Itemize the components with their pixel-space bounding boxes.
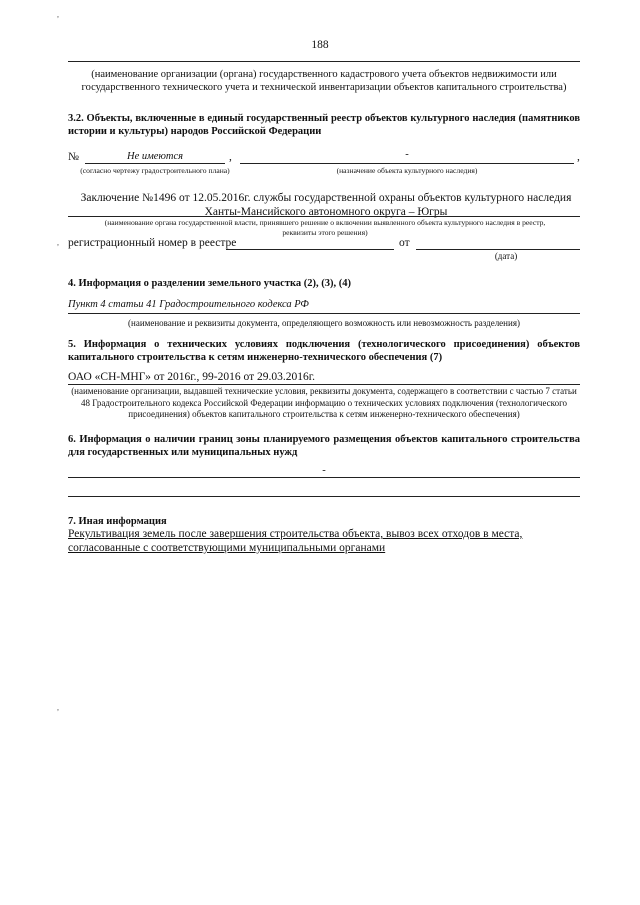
org-line	[68, 61, 580, 62]
date-caption: (дата)	[494, 251, 518, 261]
section-4-heading: 4. Информация о разделении земельного участка (2), (3), (4)	[68, 278, 351, 289]
org-caption: (наименование организации (органа) государственного кадастрового учета объектов недвижимости или государственного технического учета и технической инвентаризации объектов капитального строительства)	[81, 69, 567, 93]
section-5-value: ОАО «СН-МНГ» от 2016г., 99-2016 от 29.03.2016г.	[68, 371, 316, 383]
section-6-line-2	[68, 496, 580, 497]
number-line	[85, 163, 225, 164]
section-7-heading: 7. Иная информация	[68, 516, 167, 527]
reg-date-label: от	[399, 237, 410, 249]
number-label: №	[68, 151, 79, 163]
section-5-caption: (наименование организации, выдавшей технические условия, реквизиты документа, содержащего в соответствии с частью 7 статьи 48 Градостроительного кодекса Российской Федерации информацию о технических условиях подключения (технологического присоединения) объектов капитального строительства к сетям инженерно-технического обеспечения)	[71, 386, 577, 419]
section-7-text: Рекультивация земель после завершения строительства объекта, вывоз всех отходов в места, согласованные с соответствующими муниципальными органами	[68, 528, 523, 554]
page-number: 188	[311, 39, 329, 51]
comma-1: ,	[229, 151, 232, 163]
conclusion-caption: (наименование органа государственной власти, принявшего решение о включении выявленного объекта культурного наследия в реестр, реквизиты этого решения)	[104, 218, 546, 237]
comma-2: ,	[577, 151, 580, 163]
reg-number-label: регистрационный номер в реестре	[68, 237, 237, 249]
conclusion-line	[68, 216, 580, 217]
reg-number-line	[226, 249, 394, 250]
section-5-heading: 5. Информация о технических условиях подключения (технологического присоединения) объектов капитального строительства к сетям инженерно-технического обеспечения (7)	[68, 339, 580, 363]
section-5-line	[68, 384, 580, 385]
purpose-value: -	[405, 149, 409, 160]
section-4-value: Пункт 4 статьи 41 Градостроительного кодекса РФ	[68, 299, 309, 310]
number-caption: (согласно чертежу градостроительного плана)	[80, 166, 230, 175]
section-6-value: -	[322, 465, 326, 476]
purpose-line	[240, 163, 574, 164]
section-6-heading: 6. Информация о наличии границ зоны планируемого размещения объектов капитального строительства для государственных или муниципальных нужд	[68, 434, 580, 458]
conclusion-text: Заключение №1496 от 12.05.2016г. службы государственной охраны объектов культурного наследия Ханты-Мансийского автономного округа – Югры	[80, 192, 572, 218]
section-3-2-heading: 3.2. Объекты, включенные в единый государственный реестр объектов культурного наследия (памятников истории и культуры) народов Российской Федерации	[68, 113, 580, 137]
purpose-caption: (назначение объекта культурного наследия)	[336, 166, 478, 175]
scan-mark: ,	[57, 238, 59, 247]
section-4-caption: (наименование и реквизиты документа, определяющего возможность или невозможность разделения)	[128, 318, 520, 328]
reg-date-line	[416, 249, 580, 250]
section-4-line	[68, 313, 580, 314]
scan-mark: ,	[57, 10, 59, 19]
scan-mark: ,	[57, 703, 59, 712]
number-value: Не имеются	[126, 151, 183, 162]
section-6-line-1	[68, 477, 580, 478]
